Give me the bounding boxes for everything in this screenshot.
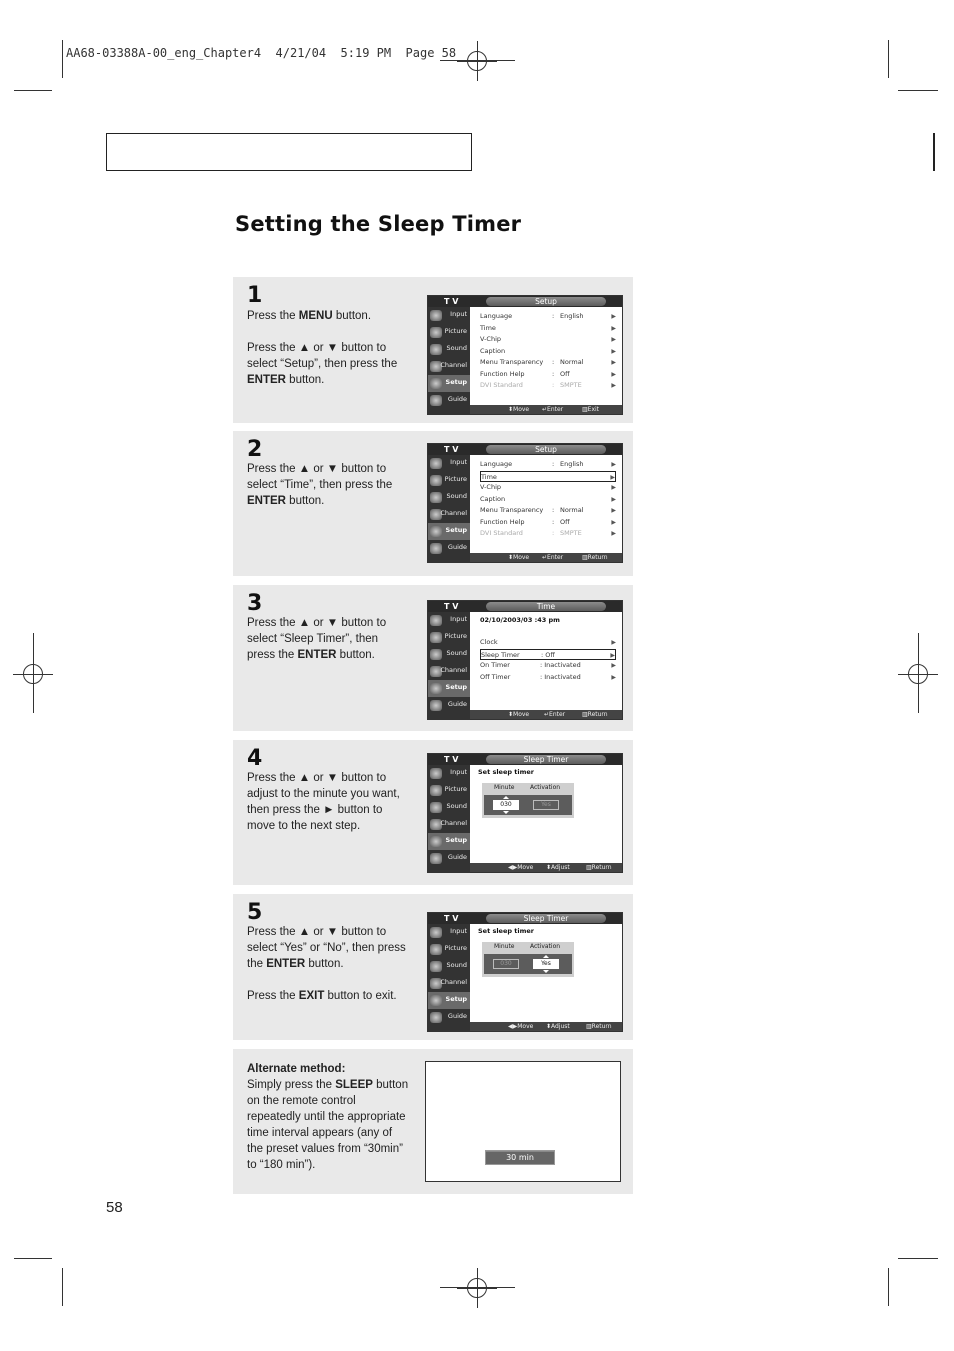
print-slug: AA68-03388A-00_eng_Chapter4 4/21/04 5:19 PM Page 58 (66, 46, 457, 60)
step-instructions: Press the MENU button. Press the ▲ or ▼ button to select “Setup”, then press the ENTER button. (247, 310, 398, 386)
picture-icon (430, 632, 442, 643)
osd-sleep-timer-menu: T V Sleep Timer Input Picture Sound Channel Setup Guide Set sleep timer Minute Activation 030 Yes ◀▶ Move ⬍ Adjust ▥ Return (427, 912, 623, 1032)
step-number: 4 (247, 746, 263, 771)
guide-icon (430, 1012, 442, 1023)
step-panel-3 (233, 585, 633, 731)
crop-mark (888, 1268, 889, 1306)
step-panel-4 (233, 740, 633, 885)
crop-mark (14, 90, 52, 91)
osd-setup-menu: T V Setup Input Picture Sound Channel Setup Guide Language : English ▶ Time ▶ V-Chip ▶ Caption ▶ Menu Transparency : Normal ▶ Function Help : Off ▶ DVI Standard : SMPTE ▶ ⬍ Move ↵ Enter ▥ Exit (427, 295, 623, 415)
sound-icon (430, 344, 442, 355)
osd-setup-menu: T V Setup Input Picture Sound Channel Setup Guide Language : English ▶ Time ▶ V-Chip ▶ Caption ▶ Menu Transparency : Normal ▶ Function Help : Off ▶ DVI Standard : SMPTE ▶ ⬍ Move ↵ Enter ▥ Return (427, 443, 623, 563)
page-number: 58 (106, 1199, 123, 1216)
registration-crosshair (457, 41, 497, 81)
step-number: 5 (247, 900, 263, 925)
picture-icon (430, 785, 442, 796)
guide-icon (430, 543, 442, 554)
osd-sidebar: Input Picture Sound Channel Setup Guide (428, 307, 470, 414)
step-panel-1 (233, 277, 633, 423)
step-instructions: Press the ▲ or ▼ button to select “Time”, then press the ENTER button. (247, 463, 393, 507)
step-panel-5 (233, 894, 633, 1040)
crop-mark (898, 90, 938, 91)
guide-icon (430, 395, 442, 406)
step-instructions: Press the ▲ or ▼ button to select “Sleep Timer”, then press the ENTER button. (247, 617, 387, 661)
picture-icon (430, 475, 442, 486)
guide-icon (430, 700, 442, 711)
sound-icon (430, 492, 442, 503)
step-number: 1 (247, 283, 263, 308)
step-panel-2 (233, 431, 633, 576)
osd-sidebar: Input Picture Sound Channel Setup Guide (428, 765, 470, 872)
osd-sidebar: Input Picture Sound Channel Setup Guide (428, 924, 470, 1031)
input-icon (430, 458, 442, 469)
page-title: Setting the Sleep Timer (235, 212, 522, 236)
alternate-method-panel (233, 1049, 633, 1194)
registration-crosshair (898, 654, 938, 694)
setup-icon (430, 683, 442, 694)
osd-sidebar: Input Picture Sound Channel Setup Guide (428, 455, 470, 562)
input-icon (430, 615, 442, 626)
setup-icon (430, 995, 442, 1006)
crop-mark (14, 1258, 52, 1259)
setup-icon (430, 378, 442, 389)
crop-mark (62, 40, 63, 78)
input-icon (430, 927, 442, 938)
sleep-value-bar: 30 min (485, 1150, 555, 1165)
alternate-instructions: Alternate method: Simply press the SLEEP button on the remote control repeatedly until the appropriate time interval appears (any of the preset values from “30min” to “180 min”). (247, 1063, 409, 1171)
setup-icon (430, 526, 442, 537)
header-rule (933, 133, 935, 171)
osd-sleep-display (425, 1061, 621, 1182)
step-number: 2 (247, 437, 263, 462)
step-instructions: Press the ▲ or ▼ button to select “Yes” or “No”, then press the ENTER button. Press the EXIT button to exit. (247, 926, 406, 1002)
sound-icon (430, 649, 442, 660)
alternate-heading: Alternate method: (247, 1063, 346, 1075)
step-number: 3 (247, 591, 263, 616)
input-icon (430, 768, 442, 779)
picture-icon (430, 944, 442, 955)
registration-crosshair (457, 1268, 497, 1308)
sound-icon (430, 961, 442, 972)
crop-mark (62, 1268, 63, 1306)
crop-mark (888, 40, 889, 78)
setup-icon (430, 836, 442, 847)
chapter-header-box (106, 133, 472, 171)
step-instructions: Press the ▲ or ▼ button to adjust to the minute you want, then press the ► button to move to the next step. (247, 772, 400, 832)
osd-time-menu: T V Time Input Picture Sound Channel Setup Guide 02/10/2003/03 :43 pm Clock ▶ Sleep Timer : Off ▶ On Timer : Inactivated ▶ Off Timer : Inactivated ▶ ⬍ Move ↵ Enter ▥ Return (427, 600, 623, 720)
registration-crosshair (13, 654, 53, 694)
picture-icon (430, 327, 442, 338)
guide-icon (430, 853, 442, 864)
input-icon (430, 310, 442, 321)
crop-mark (898, 1258, 938, 1259)
osd-sleep-timer-menu: T V Sleep Timer Input Picture Sound Channel Setup Guide Set sleep timer Minute Activation 030 Yes ◀▶ Move ⬍ Adjust ▥ Return (427, 753, 623, 873)
sound-icon (430, 802, 442, 813)
osd-sidebar: Input Picture Sound Channel Setup Guide (428, 612, 470, 719)
